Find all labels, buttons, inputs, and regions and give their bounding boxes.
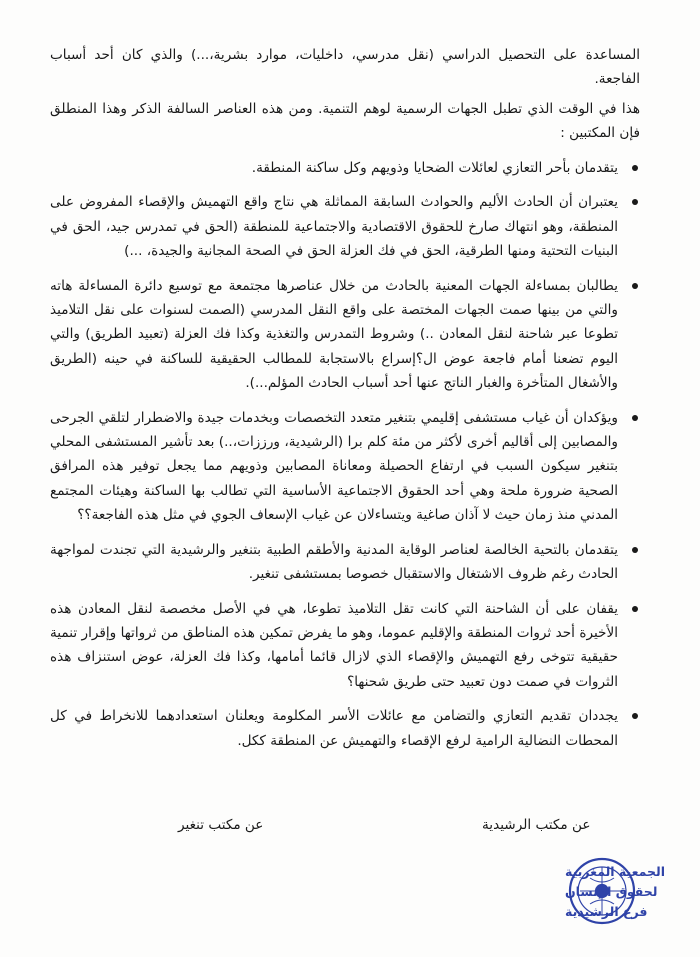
bullet-icon — [632, 199, 638, 205]
bullet-icon — [632, 713, 638, 719]
list-item: يجددان تقديم التعازي والتضامن مع عائلات الأسر المكلومة ويعلنان استعدادهما للانخراط في كل المحطات النضالية الرامية لرفع الإقصاء والتهميش عن المنطقة ككل. — [50, 704, 640, 753]
list-item: يقفان على أن الشاحنة التي كانت تقل التلاميذ تطوعا، هي في الأصل مخصصة لنقل المعادن هذه الأخيرة أحد ثروات المنطقة والإقليم عموما، وهو ما يفرض تمكين هذه المناطق من ثرواتها وإقرار تنمية حقيقية تتوخى رفع التهميش والإقصاء الذي لازال قائما أمامها، وكذا فك العزلة، عوض استنزاف هذه الثروات في صمت دون تعبيد حتى طريق شحنها؟ — [50, 597, 640, 695]
bullet-icon — [632, 415, 638, 421]
bullet-icon — [632, 606, 638, 612]
list-item: يتقدمان بالتحية الخالصة لعناصر الوقاية المدنية والأطقم الطبية بتنغير والرشيدية التي تجندت لمواجهة الحادث رغم ظروف الاشتغال والاستقبال خصوصا بمستشفى تنغير. — [50, 538, 640, 587]
statement-list — [50, 156, 640, 763]
list-item: يطالبان بمساءلة الجهات المعنية بالحادث من خلال عناصرها مجتمعة مع توسيع دائرة المساءلة هاته والتي من بينها صمت الجهات المختصة على واقع النقل المدرسي (الصمت لسنوات على نقل التلاميذ تطوعا عبر شاحنة لنقل المعادن ..) وشروط التمدرس والتغذية وكذا فك العزلة (تعبيد الطريق) والتي اليوم تضعنا أمام فاجعة عوض ال؟إسراع بالاستجابة للمطالب الحقيقية للساكنة في حينه (الطريق والأشغال المتأخرة والغبار الناتج عنها أحد أسباب الحادث المؤلم...). — [50, 274, 640, 396]
bullet-icon — [632, 547, 638, 553]
intro-paragraph — [50, 43, 640, 92]
list-item: ويؤكدان أن غياب مستشفى إقليمي بتنغير متعدد التخصصات وبخدمات جيدة والاضطرار لتلقي الجرحى والمصابين إلى أقاليم أخرى لأكثر من مئة كلم برا (الرشيدية، ورززات،..) بعد تأشير المستشفى المحلي بتنغير سيكون السبب في ارتفاع الحصيلة ومعاناة المصابين وذويهم مما يجعل توفير هذه المرافق الصحية ضرورة ملحة وهي أحد الحقوق الاجتماعية الأساسية التي تطالب بها الساكنة وهيئات المجتمع المدني منذ زمان حيث لا آذان صاغية ويتساءلان عن غياب الإسعاف الجوي في مثل هذه الفاجعة؟؟ — [50, 406, 640, 528]
context-paragraph — [50, 97, 640, 146]
list-item: يتقدمان بأحر التعازي لعائلات الضحايا وذويهم وكل ساكنة المنطقة. — [50, 156, 640, 180]
list-item: يعتبران أن الحادث الأليم والحوادث السابقة المماثلة هي نتاج واقع التهميش والإقصاء المفروض على المنطقة، وهو انتهاك صارخ للحقوق الاقتصادية والاجتماعية للمنطقة (الحق في تمدرس جيد، الحق في البنيات التحتية ومنها الطرقية، الحق في فك العزلة الحق في الصحة المجانية والجيدة، ...) — [50, 190, 640, 263]
bullet-icon — [632, 283, 638, 289]
bullet-icon — [632, 165, 638, 171]
stamp-line2: لحقوق الإنسان — [565, 884, 658, 899]
stamp-line3: فرع الرشيدية — [565, 904, 648, 919]
signature-rachidia: عن مكتب الرشيدية — [482, 817, 591, 833]
context-line: هذا في الوقت الذي تطبل الجهات الرسمية لوهم التنمية. ومن هذه العناصر السالفة الذكر وهذا المنطلق فإن المكتبين : — [50, 101, 640, 142]
intro-line: المساعدة على التحصيل الدراسي (نقل مدرسي، داخليات، موارد بشرية،...) والذي كان أحد أسباب الفاجعة. — [50, 47, 640, 88]
stamp-line1: الجمعية المغربية — [565, 864, 666, 879]
signature-tinghir: عن مكتب تنغير — [178, 817, 264, 833]
association-stamp — [452, 848, 682, 934]
